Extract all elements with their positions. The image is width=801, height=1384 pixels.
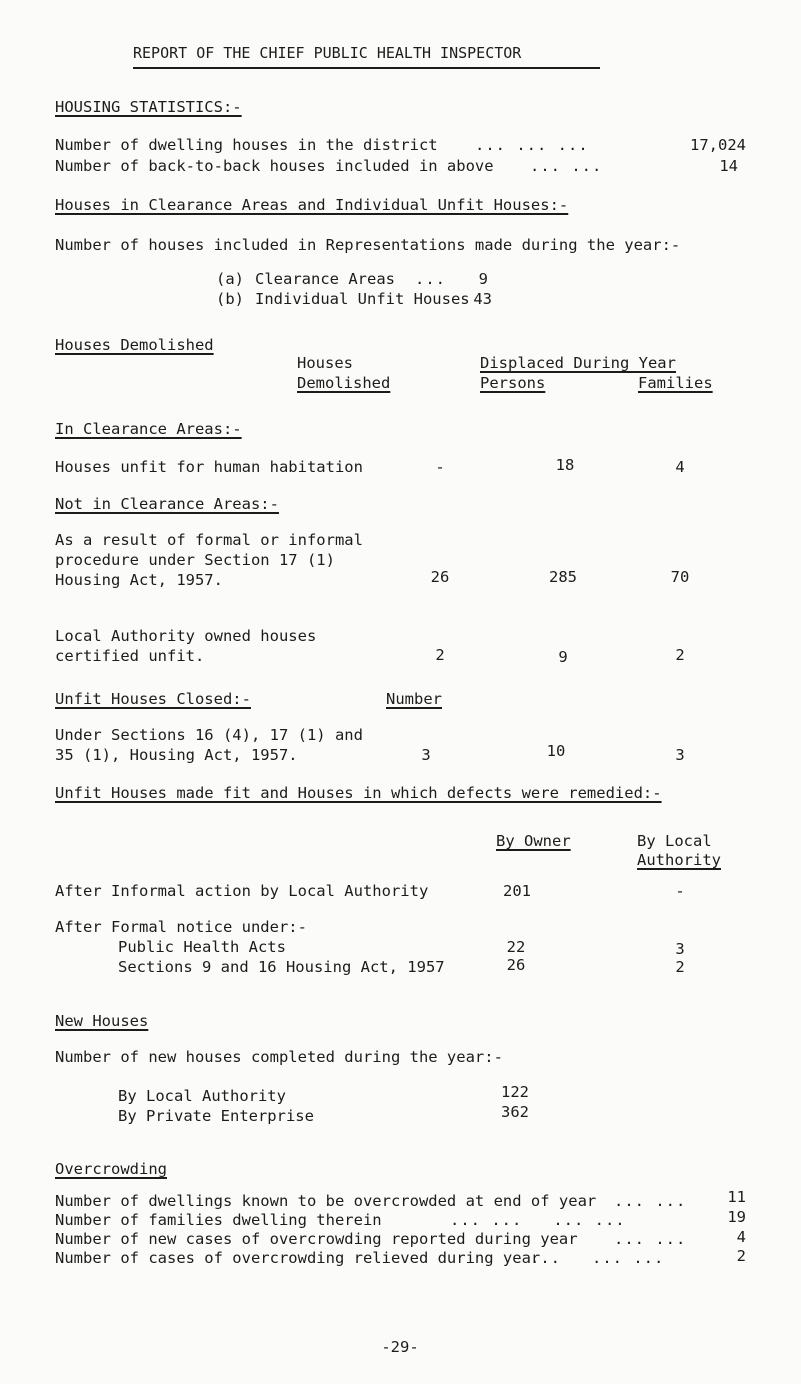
overcrowding-value-families: 19 — [727, 1208, 746, 1226]
overcrowding-heading: Overcrowding — [55, 1160, 167, 1178]
clearance-marker-b: (b) — [216, 290, 244, 308]
row-closed-persons: 10 — [546, 742, 566, 760]
closed-heading: Unfit Houses Closed:- — [55, 690, 251, 708]
row-local-line2: certified unfit. — [55, 647, 205, 665]
col-families: Families — [638, 374, 713, 392]
row-local-families: 2 — [675, 646, 685, 664]
col-by-la-line2: Authority — [637, 851, 721, 869]
clearance-label-individual: Individual Unfit Houses — [255, 290, 470, 308]
overcrowding-label-new: Number of new cases of overcrowding reported during year — [55, 1230, 578, 1248]
overcrowding-value-new: 4 — [736, 1228, 746, 1246]
overcrowding-label-families: Number of families dwelling therein — [55, 1211, 382, 1229]
row-formal-line3: Housing Act, 1957. — [55, 571, 223, 589]
page-title: REPORT OF THE CHIEF PUBLIC HEALTH INSPECTOR — [133, 44, 522, 62]
demolished-heading: Houses Demolished — [55, 336, 214, 354]
row-sections-label: Sections 9 and 16 Housing Act, 1957 — [118, 958, 445, 976]
clearance-value-individual: 43 — [473, 290, 492, 308]
stat-value-back-to-back: 14 — [719, 157, 738, 175]
new-houses-private-label: By Private Enterprise — [118, 1107, 314, 1125]
overcrowding-value-known: 11 — [727, 1188, 746, 1206]
new-houses-la-value: 122 — [501, 1083, 529, 1101]
col-by-la-line1: By Local — [637, 832, 712, 850]
row-informal-owner: 201 — [503, 882, 531, 900]
row-local-persons: 9 — [558, 648, 568, 666]
new-houses-intro: Number of new houses completed during the year:- — [55, 1048, 503, 1066]
stat-dots-back-to-back: ... ... — [530, 157, 603, 175]
row-pha-la: 3 — [675, 940, 685, 958]
row-formal-line1: As a result of formal or informal — [55, 531, 363, 549]
stat-label-back-to-back: Number of back-to-back houses included in above — [55, 157, 494, 175]
new-houses-heading: New Houses — [55, 1012, 149, 1030]
clearance-label-areas: Clearance Areas — [255, 270, 395, 288]
new-houses-private-value: 362 — [501, 1103, 529, 1121]
row-formal-persons: 285 — [549, 568, 577, 586]
row-formal-families: 70 — [670, 568, 690, 586]
not-in-clearance-heading: Not in Clearance Areas:- — [55, 495, 279, 513]
row-closed-houses: 3 — [421, 746, 431, 764]
row-unfit-persons: 18 — [555, 456, 575, 474]
row-local-houses: 2 — [435, 646, 445, 664]
row-formal-line2: procedure under Section 17 (1) — [55, 551, 335, 569]
title-underline — [133, 67, 600, 69]
row-pha-owner: 22 — [506, 938, 526, 956]
col-displaced: Displaced During Year — [480, 354, 676, 372]
row-unfit-families: 4 — [675, 458, 685, 476]
overcrowding-dots-relieved: ... ... ... — [530, 1249, 665, 1267]
overcrowding-dots-new: ... ... — [614, 1230, 687, 1248]
overcrowding-value-relieved: 2 — [736, 1247, 746, 1265]
col-persons: Persons — [480, 374, 546, 392]
overcrowding-label-relieved: Number of cases of overcrowding relieved during year — [55, 1249, 541, 1267]
row-closed-line2: 35 (1), Housing Act, 1957. — [55, 746, 298, 764]
row-closed-line1: Under Sections 16 (4), 17 (1) and — [55, 726, 363, 744]
clearance-heading: Houses in Clearance Areas and Individual Unfit Houses:- — [55, 196, 569, 214]
col-by-owner: By Owner — [496, 832, 571, 850]
stat-value-dwellings: 17,024 — [690, 136, 746, 154]
row-informal-la: - — [675, 882, 685, 900]
col-houses-line2: Demolished — [297, 374, 391, 392]
clearance-marker-a: (a) — [216, 270, 244, 288]
clearance-intro: Number of houses included in Representations made during the year:- — [55, 236, 681, 254]
row-local-line1: Local Authority owned houses — [55, 627, 317, 645]
row-formal-houses: 26 — [430, 568, 450, 586]
new-houses-la-label: By Local Authority — [118, 1087, 286, 1105]
overcrowding-dots-families: ... ... ... ... — [450, 1211, 626, 1229]
row-unfit-label: Houses unfit for human habitation — [55, 458, 363, 476]
in-clearance-heading: In Clearance Areas:- — [55, 420, 242, 438]
row-sections-la: 2 — [675, 958, 685, 976]
page-number: -29- — [381, 1338, 419, 1356]
housing-statistics-heading: HOUSING STATISTICS:- — [55, 98, 242, 116]
row-informal-label: After Informal action by Local Authority — [55, 882, 429, 900]
col-number: Number — [386, 690, 442, 708]
row-unfit-houses: - — [435, 458, 445, 476]
clearance-value-areas: 9 — [478, 270, 488, 288]
clearance-dots-areas: ... — [415, 270, 446, 288]
row-sections-owner: 26 — [506, 956, 526, 974]
stat-dots-dwellings: ... ... ... — [475, 136, 589, 154]
formal-notice-heading: After Formal notice under:- — [55, 918, 307, 936]
row-pha-label: Public Health Acts — [118, 938, 286, 956]
col-houses-line1: Houses — [297, 354, 353, 372]
remedied-heading: Unfit Houses made fit and Houses in which defects were remedied:- — [55, 784, 662, 802]
overcrowding-dots-known: ... ... — [614, 1192, 687, 1210]
overcrowding-label-known: Number of dwellings known to be overcrowded at end of year — [55, 1192, 597, 1210]
stat-label-dwellings: Number of dwelling houses in the district — [55, 136, 438, 154]
row-closed-families: 3 — [675, 746, 685, 764]
